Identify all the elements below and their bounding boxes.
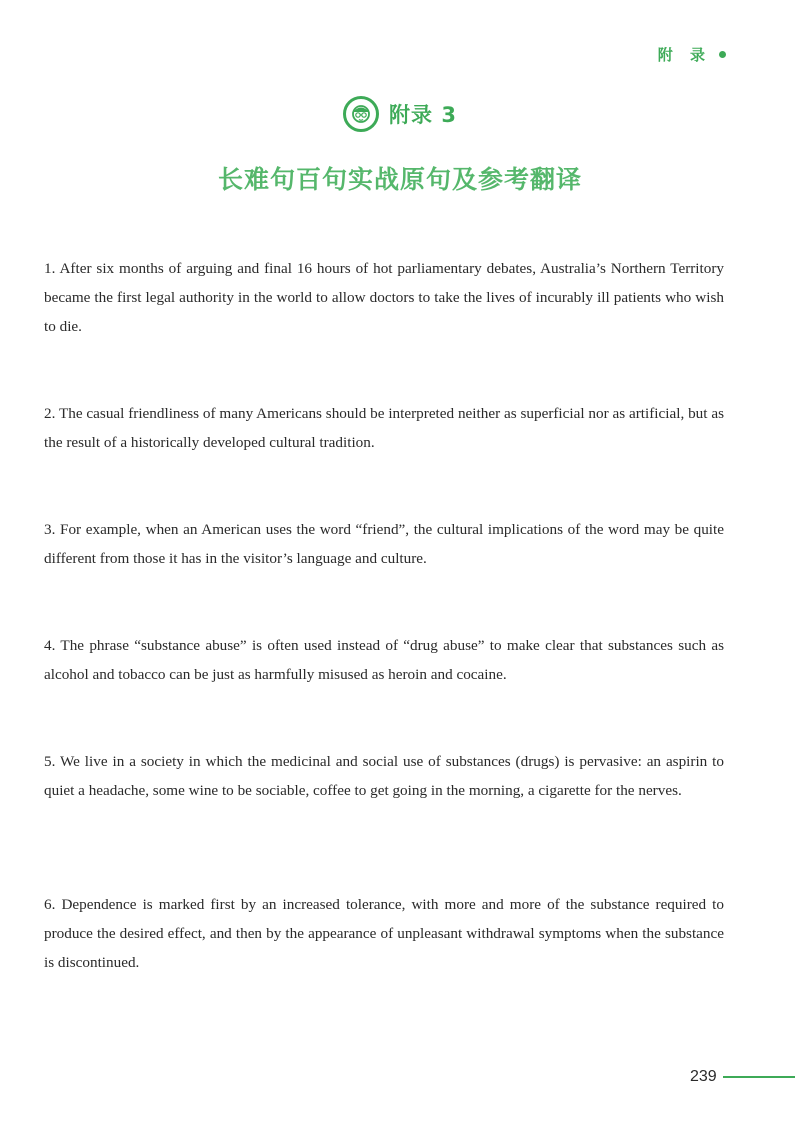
appendix-heading [0, 96, 800, 132]
bullet-dot-icon [719, 51, 726, 58]
page-footer [690, 1068, 795, 1086]
sentence-5: 5. We live in a society in which the medicinal and social use of substances (drugs) is pervasive: an aspirin to quiet a headache, some wine to be sociable, coffee to get going in the morning, a cigarette for the nerves. [44, 753, 724, 799]
sentence-4: 4. The phrase “substance abuse” is often used instead of “drug abuse” to make clear that substances such as alcohol and tobacco can be just as harmfully misused as heroin and cocaine. [44, 637, 724, 683]
page-title: 长难句百句实战原句及参考翻译 [217, 165, 582, 194]
sentence-3: 3. For example, when an American uses the word “friend”, the cultural implications of the word may be quite different from those it has in the visitor’s language and culture. [44, 521, 724, 567]
appendix-label: 附录 3 [389, 103, 457, 127]
footer-rule [723, 1076, 795, 1078]
student-avatar-icon [343, 96, 379, 132]
section-header-tag [658, 44, 726, 65]
sentence-1: 1. After six months of arguing and final 16 hours of hot parliamentary debates, Australia’s Northern Territory became the first legal authority in the world to allow doctors to take the lives of incurably ill patients who wish to die. [44, 260, 724, 335]
page-number: 239 [690, 1068, 717, 1085]
section-tag-label: 附 录 [657, 46, 711, 64]
sentence-2: 2. The casual friendliness of many Americans should be interpreted neither as superficial nor as artificial, but as the result of a historically developed cultural tradition. [44, 405, 724, 451]
sentence-6: 6. Dependence is marked first by an increased tolerance, with more and more of the substance required to produce the desired effect, and then by the appearance of unpleasant withdrawal symptoms when the substance is discontinued. [44, 896, 724, 971]
